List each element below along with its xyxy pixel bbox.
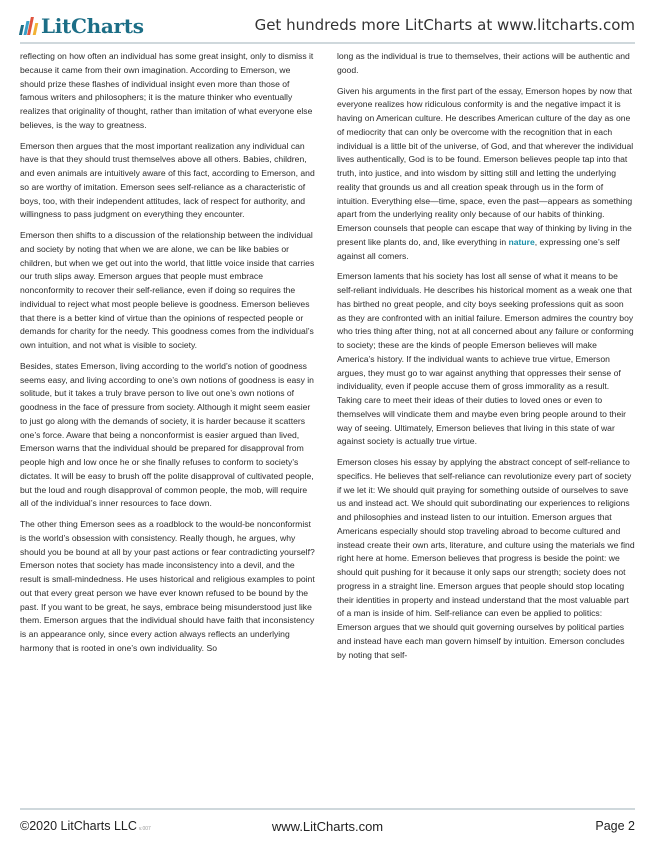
page-header: [20, 12, 635, 44]
paragraph-with-keyword: [337, 85, 635, 264]
paragraph: long as the individual is true to themselves, their actions will be authentic and good.: [337, 51, 630, 75]
logo-bars-icon: [20, 17, 38, 35]
paragraph: Besides, states Emerson, living according to the world’s notion of goodness seems easy, and living according to one’s own notions of goodness is easy in solitude, but it takes a truly brave person to live out one’s own notions of goodness in the face of pressure from society. Although it might seem easier to just go along with the demands of society, it is harder because it scatters one’s force. Aware that being a nonconformist is easier argued than lived, Emerson warns that the individual should be prepared for disapproval from people high and low once he or she finally refuses to conform to society’s dictates. It will be easy to brush off the polite disapproval of cultivated people, but the loud and rough disapproval of common people, the mob, will require all of the individual’s inner resources to face down.: [20, 360, 314, 509]
litcharts-logo[interactable]: [20, 12, 144, 40]
page-number: Page 2: [595, 819, 635, 833]
website-link[interactable]: www.LitCharts.com: [271, 819, 384, 834]
nature-keyword-link[interactable]: nature: [508, 236, 535, 247]
paragraph: The other thing Emerson sees as a roadblock to the would-be nonconformist is the world’s obsession with consistency. Really though, he argues, why should you be bound at all by your past actions or fear contradicting yourself? Emerson notes that society has made inconsistency into a devil, and the result is small-mindedness. He uses historical and religious examples to point out that every great person we have ever known refused to be bound by the past. If you want to be great, he says, embrace being misunderstood just like them. Emerson argues that the individual should have faith that inconsistency is an appearance only, since every action always reflects an underlying harmony that is rooted in one’s own individuality. So: [20, 519, 315, 653]
paragraph: Emerson then argues that the most important realization any individual can have is that they should trust themselves above all others. Babies, children, and even animals are intuitively aware of this fact, according to Emerson, and so are worthy of imitation. Emerson sees self-reliance as a characteristic of boys, too, with their independent attitudes, lack of respect for authority, and willingness to pass judgment on everything they encounter.: [20, 140, 315, 220]
copyright-text: ©2020 LitCharts LLC: [20, 819, 137, 833]
header-tagline-link[interactable]: Get hundreds more LitCharts at www.litcharts.com: [254, 16, 635, 34]
paragraph-text: Given his arguments in the first part of the essay, Emerson hopes by now that everyone realizes how ridiculous conformity is and the negative impact it is having on American culture. He describes American culture of the day as one of mediocrity that can only be overcome with the recognition that in each individual is a little bit of the universe, of God, and that wherever the individual lives authentically, God is to be found. Emerson believes people tap into that truth, into justice, and into wisdom by sitting still and letting the underlying reality that grounds us and all creation speak through us in the form of intuition. Everything else—time, space, even the past—appears as something apart from the underlying reality only because of our habits of thinking. Emerson counsels that people can escape that way of thinking by living in the present like plants do, and, like everything in: [337, 85, 634, 247]
version-label: v.007: [138, 826, 151, 832]
paragraph: Emerson then shifts to a discussion of the relationship between the individual and society by noting that when we are alone, we can be like babies or children, but when we get out into the world, that little voice inside that carries our truth slips away. Emerson argues that people must embrace nonconformity to recover their self-reliance, even if doing so requires the individual to reject what most people believe is goodness. Emerson believes that there is a better kind of virtue than the opinions of respected people or demands for charity for the needy. This goodness comes from the individual’s own intuition, and not what is visible to society.: [20, 230, 315, 350]
paragraph: reflecting on how often an individual has some great insight, only to dismiss it because it came from their own imagination. According to Emerson, we should prize these flashes of individual insight even more than those of famous writers and philosophers; it is the mature thinker who eventually realizes that originality of thought, rather than imitation of what everyone else believes, is the way to greatness.: [20, 51, 314, 130]
page-content: [20, 50, 635, 802]
paragraph-text: , expressing one’s self against all comers.: [337, 236, 620, 261]
left-column: [20, 50, 318, 802]
paragraph: Emerson closes his essay by applying the abstract concept of self-reliance to specifics. He believes that self-reliance can revolutionize every part of society if we let it: We should quit praying for something outside of ourselves to save us and instead act. We should quit subordinating our experiences to religions and philosophies and instead listen to our intuition. Emerson argues that Americans especially should stop traveling abroad to become cultured and instead create their own arts, literature, and culture using the materials we find right here at home. Emerson believes that progress is beside the point: we should quit pushing for it because it only saps our strength; society does not progress in a straight line. Emerson argues that people should stop locating their identities in property and instead understand that the most valuable part of a man is inside of him. Self-reliance can even be applied to politics: Emerson argues that we should quit governing ourselves by political parties and instead have each man govern himself by intuition. Emerson concludes by noting that self-: [337, 457, 635, 660]
logo-text: LitCharts: [41, 14, 144, 38]
paragraph: Emerson laments that his society has lost all sense of what it means to be self-reliant individuals. He describes his historical moment as a weak one that has birthed no great people, and city boys seeking professions quit as soon as they are confronted with an initial failure. Emerson admires the country boy who tries thing after thing, not at all concerned about any failure or conforming to society; these are the kinds of people Emerson believes will make America’s history. If the individual wants to achieve true virtue, Emerson argues, they must go to war against anything that oppresses their sense of individuality, even if people accuse them of gross immorality as a result. Taking care to meet their ideas of their duties to loved ones or even to themselves will vindicate them and maybe even bring people around to their way of seeing. Ultimately, Emerson believes that living in this state of war against society is actually true virtue.: [337, 271, 634, 447]
page-footer: [20, 808, 635, 840]
right-column: [337, 50, 635, 802]
